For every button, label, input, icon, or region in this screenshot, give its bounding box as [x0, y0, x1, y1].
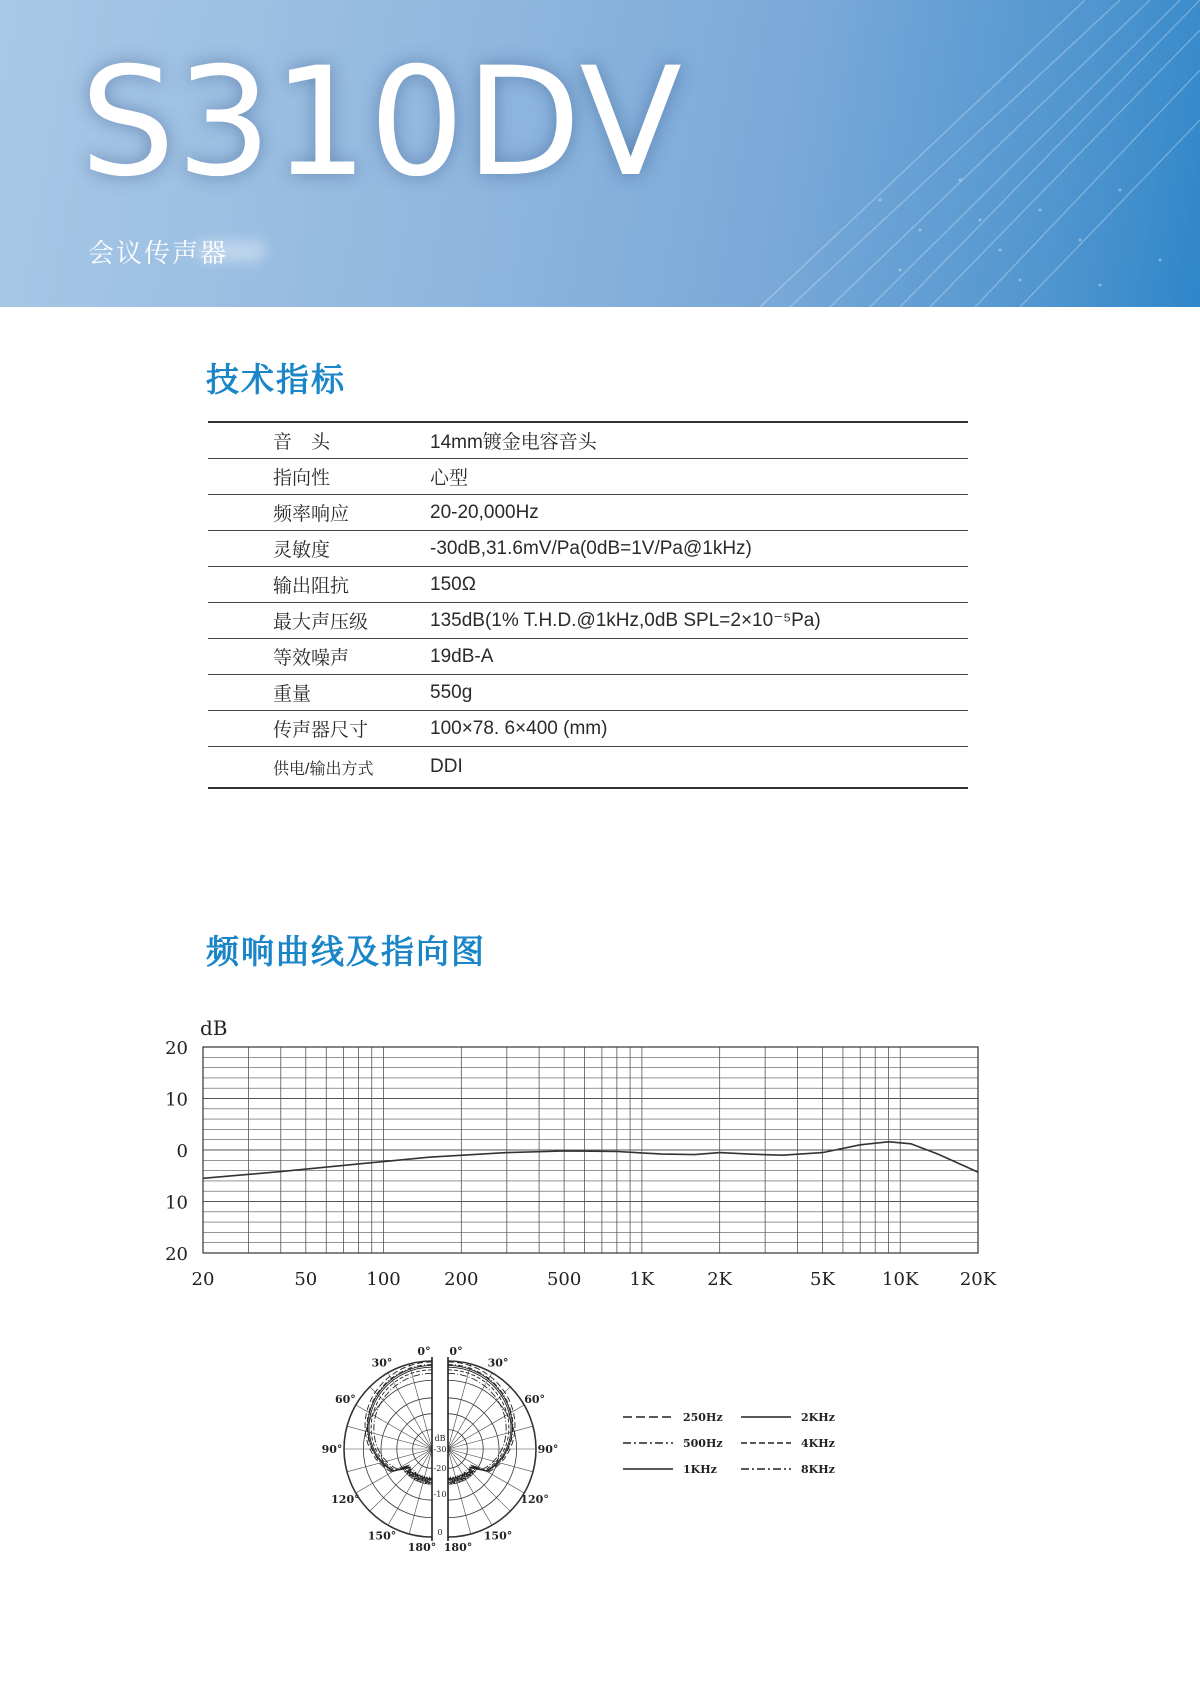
spec-row: [208, 747, 968, 787]
spec-value: 14mm镀金电容音头: [430, 432, 597, 453]
polar-angle-label: 120°: [331, 1493, 360, 1506]
spec-value: 550g: [430, 681, 473, 703]
spec-label: 最大声压级: [273, 612, 369, 633]
spec-table: [208, 421, 968, 789]
spec-value: 135dB(1% T.H.D.@1kHz,0dB SPL=2×10⁻⁵Pa): [430, 610, 821, 631]
polar-spoke: [448, 1373, 492, 1449]
y-tick-label: 20: [165, 1244, 188, 1265]
x-tick-label: 50: [294, 1269, 318, 1290]
spec-label: 音 头: [273, 432, 331, 453]
spec-label: 频率响应: [273, 504, 350, 525]
y-tick-label: 10: [165, 1192, 188, 1214]
x-tick-label: 100: [366, 1269, 401, 1290]
polar-radial-label: dB: [434, 1434, 446, 1443]
polar-spoke: [409, 1449, 432, 1534]
polar-angle-label: 30°: [487, 1356, 509, 1370]
polar-angle-label: 150°: [483, 1529, 513, 1543]
polar-radial-label: -20: [433, 1464, 447, 1473]
polar-angle-label: 150°: [367, 1529, 397, 1543]
spec-label: 等效噪声: [273, 648, 350, 669]
polar-spoke: [448, 1426, 533, 1449]
spec-value: 20-20,000Hz: [430, 501, 539, 523]
chart-grid: [203, 1047, 978, 1253]
polar-spoke: [448, 1387, 510, 1449]
x-tick-label: 10K: [882, 1269, 919, 1290]
polar-radial-label: -10: [433, 1490, 447, 1499]
spec-row: [208, 531, 968, 567]
spec-row: [208, 675, 968, 711]
header-banner: [0, 0, 1200, 307]
spec-value: 100×78. 6×400 (mm): [430, 717, 608, 739]
x-tick-label: 1K: [629, 1269, 655, 1290]
polar-angle-label: 30°: [371, 1356, 393, 1370]
x-tick-label: 5K: [810, 1269, 835, 1290]
x-tick-label: 2K: [707, 1269, 733, 1290]
legend-label: 1KHz: [683, 1463, 717, 1475]
polar-spoke: [347, 1426, 432, 1449]
y-tick-label: 20: [165, 1038, 188, 1059]
curve-heading: 频响曲线及指向图: [206, 933, 486, 970]
spec-value: -30dB,31.6mV/Pa(0dB=1V/Pa@1kHz): [430, 537, 752, 559]
y-axis-ticks: [165, 1038, 188, 1265]
product-category: 会议传声器: [88, 238, 229, 268]
x-tick-label: 200: [444, 1269, 479, 1290]
polar-spoke: [388, 1373, 432, 1449]
spec-label: 供电/输出方式: [273, 760, 374, 778]
spec-row: [208, 423, 968, 459]
spec-value: 150Ω: [430, 573, 476, 595]
spec-label: 输出阻抗: [273, 576, 350, 597]
x-tick-label: 500: [546, 1269, 582, 1290]
polar-angle-label: 120°: [520, 1493, 549, 1506]
polar-pattern-chart: [310, 1345, 570, 1555]
polar-angle-label: 60°: [524, 1393, 546, 1406]
y-axis-label: dB: [200, 1016, 228, 1040]
polar-spoke: [388, 1449, 432, 1525]
x-tick-label: 20: [191, 1269, 215, 1290]
polar-angle-label: 60°: [334, 1393, 356, 1406]
polar-spoke: [448, 1449, 492, 1525]
spec-label: 指向性: [273, 468, 331, 489]
spec-label: 灵敏度: [273, 540, 331, 561]
spec-label: 传声器尺寸: [273, 720, 369, 741]
frequency-response-chart: [160, 1005, 1000, 1305]
spec-row: [208, 495, 968, 531]
polar-response-curve: [365, 1362, 432, 1483]
polar-angle-labels: [322, 1345, 559, 1554]
specs-heading: 技术指标: [206, 361, 346, 398]
polar-angle-label: 90°: [537, 1443, 559, 1456]
spec-row: [208, 567, 968, 603]
spec-row: [208, 603, 968, 639]
spec-row: [208, 639, 968, 675]
legend-label: 2KHz: [801, 1411, 835, 1424]
spec-value: 心型: [430, 468, 469, 489]
x-axis-ticks: [192, 1269, 997, 1290]
y-tick-label: 10: [165, 1089, 188, 1111]
model-title: S310DV: [80, 36, 683, 210]
spec-row: [208, 711, 968, 747]
polar-angle-label: 180°: [443, 1541, 473, 1554]
polar-radial-label: 0: [437, 1528, 443, 1537]
legend-label: 4KHz: [801, 1437, 835, 1450]
polar-response-curve: [448, 1362, 515, 1483]
polar-angle-label: 180°: [407, 1541, 437, 1554]
polar-spoke: [409, 1364, 432, 1449]
spec-row: [208, 459, 968, 495]
spec-value: 19dB-A: [430, 645, 494, 667]
x-tick-label: 20K: [959, 1269, 997, 1290]
legend-label: 500Hz: [683, 1437, 723, 1450]
polar-legend: [620, 1405, 860, 1475]
spec-label: 重量: [273, 684, 312, 705]
polar-angle-label: 0°: [417, 1345, 431, 1358]
y-tick-label: 0: [176, 1141, 188, 1162]
legend-label: 8KHz: [801, 1463, 835, 1475]
polar-spoke: [448, 1364, 471, 1449]
polar-angle-label: 0°: [449, 1345, 463, 1358]
polar-radial-label: -30: [433, 1445, 447, 1454]
polar-spoke: [448, 1449, 471, 1534]
legend-label: 250Hz: [683, 1411, 723, 1424]
polar-spoke: [370, 1387, 432, 1449]
spec-value: DDI: [430, 756, 463, 777]
polar-angle-label: 90°: [321, 1443, 343, 1456]
